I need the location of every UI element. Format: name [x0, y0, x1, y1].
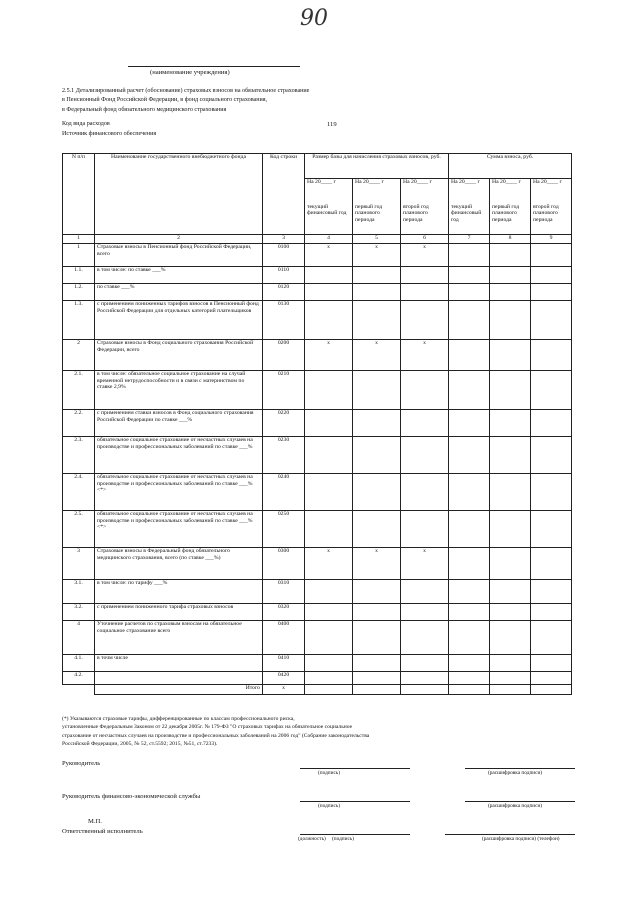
input-cell[interactable]: [490, 301, 531, 340]
input-cell[interactable]: [531, 244, 572, 267]
input-cell[interactable]: [531, 580, 572, 604]
line-code: 0230: [263, 437, 305, 474]
executor-decoding-line[interactable]: [445, 834, 575, 835]
input-cell[interactable]: [449, 340, 490, 371]
total-row: [63, 685, 572, 695]
x-mark: х: [401, 340, 449, 371]
table-row: [63, 672, 572, 685]
input-cell[interactable]: [401, 410, 449, 437]
input-cell[interactable]: [531, 437, 572, 474]
line-code: 0400: [263, 621, 305, 655]
table-row: [63, 410, 572, 437]
input-cell[interactable]: [401, 621, 449, 655]
column-number: 2: [95, 235, 263, 244]
row-number: 1: [63, 244, 95, 267]
row-number: 4.2.: [63, 672, 95, 685]
input-cell[interactable]: [353, 621, 401, 655]
x-mark: х: [353, 548, 401, 580]
line-code: 0300: [263, 548, 305, 580]
column-number: 5: [353, 235, 401, 244]
input-cell[interactable]: [401, 371, 449, 410]
column-number: 9: [531, 235, 572, 244]
input-cell[interactable]: [490, 655, 531, 672]
input-cell[interactable]: [449, 371, 490, 410]
row-number: 3.2.: [63, 604, 95, 621]
line-code: 0320: [263, 604, 305, 621]
footnote-line: Российской Федерации, 2005, № 52, ст.5592; 2015, №51, ст.7233).: [62, 740, 218, 747]
input-cell[interactable]: [449, 580, 490, 604]
column-number: 6: [401, 235, 449, 244]
period-caption: текущий финансовый год: [307, 203, 347, 217]
input-cell[interactable]: [401, 301, 449, 340]
row-number: 1.2.: [63, 284, 95, 301]
org-caption: (наименование учреждения): [150, 69, 230, 76]
input-cell[interactable]: [531, 267, 572, 284]
input-cell[interactable]: [531, 284, 572, 301]
col-header-no: N п/п: [63, 154, 95, 235]
line-code: 0130: [263, 301, 305, 340]
head-label: Руководитель: [62, 760, 101, 767]
row-number: 2.1.: [63, 371, 95, 410]
period-header: [449, 179, 490, 235]
expense-code-label: Код вида расходов: [62, 121, 110, 127]
head-signature-line[interactable]: [300, 768, 410, 769]
line-code: 0120: [263, 284, 305, 301]
footnote-line: установленные Федеральным Законом от 22 декабря 2005г. № 179-ФЗ "О страховых тарифах на обязательное социальное: [62, 724, 353, 731]
fund-name: с применением ставки взносов в Фонд социального страхования Российской Федерации по ставке ___%: [95, 410, 263, 437]
section-title-line: в Пенсионный Фонд Российской Федерации, в фонд социального страхования,: [62, 97, 268, 104]
column-number: 1: [63, 235, 95, 244]
input-cell[interactable]: [353, 301, 401, 340]
line-code: 0240: [263, 474, 305, 511]
input-cell[interactable]: [401, 685, 449, 695]
input-cell[interactable]: [490, 604, 531, 621]
input-cell[interactable]: [531, 511, 572, 548]
section-title: [62, 87, 362, 115]
contributions-table: [62, 153, 572, 695]
period-caption: второй год планового периода: [533, 203, 559, 223]
period-caption: текущий финансовый год: [451, 203, 482, 223]
signature-caption: (подпись): [318, 803, 340, 809]
fin-head-label: Руководитель финансово-экономической службы: [62, 793, 201, 800]
table-row: [63, 548, 572, 580]
row-number: 2.5.: [63, 511, 95, 548]
row-number: 1.1.: [63, 267, 95, 284]
x-mark: х: [305, 548, 353, 580]
section-title-line: в Федеральный фонд обязательного медицинского страхования: [62, 106, 227, 113]
expense-code-value: 119: [327, 121, 337, 128]
input-cell[interactable]: [353, 371, 401, 410]
input-cell[interactable]: [353, 604, 401, 621]
x-mark: х: [401, 548, 449, 580]
fund-name: с применением пониженного тарифа страховых взносов: [95, 604, 263, 621]
fund-name: в том числе: по тарифу ___%: [95, 580, 263, 604]
footnote-line: страхование от несчастных случаев на производстве и профессиональных заболеваний на 2006 год" (Собрание законодательства: [62, 732, 370, 739]
seal-label: М.П.: [88, 818, 102, 825]
decoding-phone-caption: (расшифровка подписи) (телефон): [482, 836, 560, 842]
input-cell[interactable]: [305, 410, 353, 437]
col-header-line-code: Код строки: [263, 154, 305, 235]
input-cell[interactable]: [490, 244, 531, 267]
input-cell[interactable]: [353, 284, 401, 301]
period-label: На 20____ г: [403, 179, 432, 185]
fund-name: в том числе: обязательное социальное страхование на случай временной нетрудоспособности и в связи с материнством по ставке 2,9%: [95, 371, 263, 410]
input-cell[interactable]: [531, 301, 572, 340]
input-cell[interactable]: [449, 437, 490, 474]
fin-decoding-line[interactable]: [465, 801, 575, 802]
input-cell[interactable]: [353, 267, 401, 284]
row-number: 3.1.: [63, 580, 95, 604]
signature-caption: (подпись): [318, 770, 340, 776]
input-cell[interactable]: [490, 267, 531, 284]
input-cell[interactable]: [305, 621, 353, 655]
input-cell[interactable]: [305, 672, 353, 685]
input-cell[interactable]: [305, 685, 353, 695]
input-cell[interactable]: [490, 284, 531, 301]
input-cell[interactable]: [305, 284, 353, 301]
input-cell[interactable]: [490, 548, 531, 580]
input-cell[interactable]: [353, 511, 401, 548]
footnote: [62, 715, 522, 748]
fin-signature-line[interactable]: [300, 801, 410, 802]
x-mark: х: [401, 244, 449, 267]
input-cell[interactable]: [449, 301, 490, 340]
table-row: [63, 267, 572, 284]
column-number: 8: [490, 235, 531, 244]
input-cell[interactable]: [449, 655, 490, 672]
input-cell[interactable]: [449, 284, 490, 301]
line-code: 0100: [263, 244, 305, 267]
signature-caption: (подпись): [332, 836, 354, 842]
input-cell[interactable]: [353, 437, 401, 474]
input-cell[interactable]: [531, 621, 572, 655]
fund-name: Страховые взносы в Фонд социального страхования Российской Федерации, всего: [95, 340, 263, 371]
period-label: На 20____ г: [492, 179, 521, 185]
input-cell[interactable]: [401, 580, 449, 604]
input-cell[interactable]: [353, 672, 401, 685]
input-cell[interactable]: [401, 474, 449, 511]
line-code: 0420: [263, 672, 305, 685]
line-code: 0110: [263, 267, 305, 284]
table-row: [63, 655, 572, 672]
period-header: [531, 179, 572, 235]
input-cell[interactable]: [401, 267, 449, 284]
input-cell[interactable]: [490, 672, 531, 685]
input-cell[interactable]: [449, 511, 490, 548]
input-cell[interactable]: [531, 672, 572, 685]
row-number: 2.2.: [63, 410, 95, 437]
input-cell[interactable]: [353, 410, 401, 437]
input-cell[interactable]: [401, 284, 449, 301]
table-row: [63, 621, 572, 655]
fund-name: в том числе: по ставке ___%: [95, 267, 263, 284]
row-number: 2.3.: [63, 437, 95, 474]
input-cell[interactable]: [305, 474, 353, 511]
fund-name: Страховые взносы в Пенсионный фонд Российской Федерации, всего: [95, 244, 263, 267]
column-number: 3: [263, 235, 305, 244]
x-mark: х: [305, 244, 353, 267]
input-cell[interactable]: [305, 437, 353, 474]
input-cell[interactable]: [401, 655, 449, 672]
input-cell[interactable]: [531, 371, 572, 410]
period-header: [305, 179, 353, 235]
input-cell[interactable]: [490, 371, 531, 410]
fund-name: с применением пониженных тарифов взносов в Пенсионный фонд Российской Федерации для отдельных категорий плательщиков: [95, 301, 263, 340]
line-code: 0250: [263, 511, 305, 548]
row-number: 4: [63, 621, 95, 655]
input-cell[interactable]: [305, 604, 353, 621]
executor-label: Ответственный исполнитель: [62, 828, 143, 835]
input-cell[interactable]: [490, 511, 531, 548]
table-row: [63, 437, 572, 474]
footnote-line: (*) Указываются страховые тарифы, дифференцированные по классам профессионального риска,: [62, 716, 295, 722]
line-code: 0410: [263, 655, 305, 672]
input-cell[interactable]: [531, 685, 572, 695]
input-cell[interactable]: [353, 655, 401, 672]
input-cell[interactable]: [401, 672, 449, 685]
period-label: На 20____ г: [533, 179, 562, 185]
table-row: [63, 284, 572, 301]
input-cell[interactable]: [401, 604, 449, 621]
input-cell[interactable]: [490, 580, 531, 604]
table-body: [63, 244, 572, 685]
input-cell[interactable]: [449, 548, 490, 580]
input-cell[interactable]: [531, 655, 572, 672]
row-number: 1.3.: [63, 301, 95, 340]
col-header-base-size: Размер базы для начисления страховых взносов, руб.: [305, 154, 449, 179]
period-caption: второй год планового периода: [403, 203, 429, 223]
position-caption: (должность): [298, 836, 326, 842]
input-cell[interactable]: [531, 340, 572, 371]
input-cell[interactable]: [490, 621, 531, 655]
input-cell[interactable]: [449, 410, 490, 437]
fund-name: [95, 672, 263, 685]
period-label: На 20____ г: [355, 179, 384, 185]
input-cell[interactable]: [353, 474, 401, 511]
x-mark: х: [263, 685, 305, 695]
executor-signature-line[interactable]: [300, 834, 410, 835]
input-cell[interactable]: [449, 244, 490, 267]
period-caption: первый год планового периода: [355, 203, 383, 223]
col-header-fund-name: Наименование государственного внебюджетного фонда: [95, 154, 263, 235]
column-number: 7: [449, 235, 490, 244]
table-row: [63, 371, 572, 410]
fund-name: Уточнение расчетов по страховым взносам на обязательное социальное страхование всего: [95, 621, 263, 655]
line-code: 0200: [263, 340, 305, 371]
input-cell[interactable]: [449, 604, 490, 621]
table-row: [63, 604, 572, 621]
col-header-contribution-sum: Сумма взноса, руб.: [449, 154, 572, 179]
table-row: [63, 301, 572, 340]
input-cell[interactable]: [449, 621, 490, 655]
fund-name: по ставке ___%: [95, 284, 263, 301]
fund-name: обязательное социальное страхование от несчастных случаев на производстве и профессиональных заболеваний по ставке ___% <*>: [95, 474, 263, 511]
fund-name: обязательное социальное страхование от несчастных случаев на производстве и профессиональных заболеваний по ставке ___%: [95, 437, 263, 474]
funding-source-label: Источник финансового обеспечения: [62, 131, 157, 137]
row-number: 3: [63, 548, 95, 580]
row-number: 2.4.: [63, 474, 95, 511]
period-label: На 20____ г: [451, 179, 480, 185]
x-mark: х: [305, 340, 353, 371]
org-name-line: [128, 66, 300, 67]
input-cell[interactable]: [531, 548, 572, 580]
line-code: 0210: [263, 371, 305, 410]
input-cell[interactable]: [353, 580, 401, 604]
input-cell[interactable]: [401, 437, 449, 474]
decoding-caption: (расшифровка подписи): [488, 803, 543, 809]
x-mark: х: [353, 244, 401, 267]
x-mark: х: [353, 340, 401, 371]
input-cell[interactable]: [490, 685, 531, 695]
input-cell[interactable]: [449, 685, 490, 695]
input-cell[interactable]: [490, 340, 531, 371]
fund-name: в точм числе: [95, 655, 263, 672]
table-row: [63, 340, 572, 371]
period-header: [401, 179, 449, 235]
line-code: 0220: [263, 410, 305, 437]
input-cell[interactable]: [305, 267, 353, 284]
page-number: 90: [300, 6, 328, 31]
head-decoding-line[interactable]: [465, 768, 575, 769]
line-code: 0310: [263, 580, 305, 604]
section-title-line: 2.5.1 Детализированный расчет (обоснование) страховых взносов на обязательное страхование: [62, 88, 310, 94]
decoding-caption: (расшифровка подписи): [488, 770, 543, 776]
table-row: [63, 244, 572, 267]
input-cell[interactable]: [449, 474, 490, 511]
fund-name: обязательное социальное страхование от несчастных случаев на производстве и профессиональных заболеваний по ставке ___% <*>: [95, 511, 263, 548]
row-number: 2: [63, 340, 95, 371]
table-row: [63, 474, 572, 511]
input-cell[interactable]: [449, 267, 490, 284]
column-numbers-row: [63, 235, 572, 244]
column-number: 4: [305, 235, 353, 244]
period-label: На 20____ г: [307, 179, 336, 185]
input-cell[interactable]: [490, 474, 531, 511]
period-caption: первый год планового периода: [492, 203, 520, 223]
total-label: Итого: [95, 685, 263, 695]
period-header: [353, 179, 401, 235]
input-cell[interactable]: [531, 410, 572, 437]
input-cell[interactable]: [305, 511, 353, 548]
input-cell[interactable]: [531, 604, 572, 621]
input-cell[interactable]: [305, 655, 353, 672]
input-cell[interactable]: [449, 672, 490, 685]
table-row: [63, 511, 572, 548]
row-number: 4.1.: [63, 655, 95, 672]
period-header: [490, 179, 531, 235]
input-cell[interactable]: [531, 474, 572, 511]
input-cell[interactable]: [305, 301, 353, 340]
input-cell[interactable]: [353, 685, 401, 695]
input-cell[interactable]: [305, 580, 353, 604]
fund-name: Страховые взносы в Федеральный фонд обязательного медицинского страхования, всего (по ставке ___%): [95, 548, 263, 580]
input-cell[interactable]: [305, 371, 353, 410]
input-cell[interactable]: [490, 437, 531, 474]
input-cell[interactable]: [490, 410, 531, 437]
table-row: [63, 580, 572, 604]
input-cell[interactable]: [401, 511, 449, 548]
